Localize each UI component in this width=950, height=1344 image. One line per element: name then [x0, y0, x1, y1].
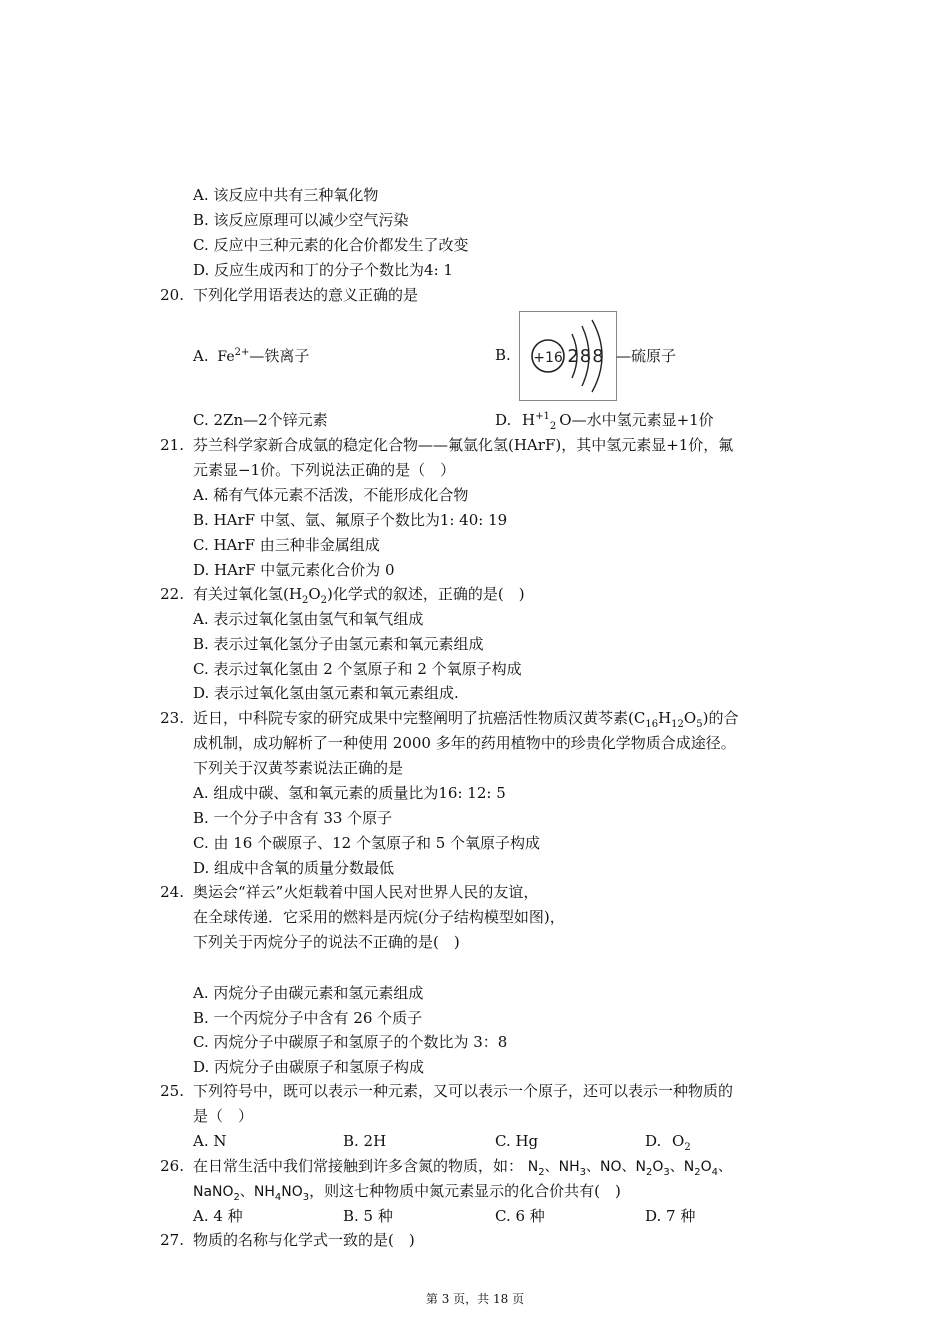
stem-text: 在日常生活中我们常接触到许多含氮的物质，如：	[193, 1157, 524, 1175]
option-label: D.	[495, 411, 512, 429]
stem-text: 有关过氧化氢(H	[193, 585, 302, 603]
stem-text: )的合	[702, 709, 739, 727]
q20-option-d	[495, 410, 714, 430]
q23-option-c: C. 由 16 个碳原子、12 个氢原子和 5 个氧原子构成	[193, 834, 541, 852]
question-stem-cont: 下列关于汉黄芩素说法正确的是	[193, 759, 404, 777]
q25-option-a: A. N	[193, 1132, 227, 1150]
question-stem: 下列化学用语表达的意义正确的是	[193, 286, 419, 304]
question-stem	[193, 1156, 732, 1177]
q26-option-c: C. 6 种	[495, 1207, 545, 1225]
page-footer: 第 3 页，共 18 页	[425, 1292, 525, 1306]
subscript: 2	[320, 595, 327, 606]
q20-option-c: C. 2Zn—2个锌元素	[193, 411, 328, 429]
q26-option-a: A. 4 种	[193, 1207, 243, 1225]
stem-text: H	[658, 709, 672, 727]
nucleus-charge: +16	[533, 350, 563, 366]
q19-option-d: D. 反应生成丙和丁的分子个数比为4: 1	[193, 261, 453, 279]
q25-option-b: B. 2H	[343, 1132, 387, 1150]
q23-option-d: D. 组成中含氧的质量分数最低	[193, 859, 395, 877]
question-number: 21.	[160, 436, 184, 454]
option-label: D.	[645, 1132, 662, 1150]
formula-list: $N_2$、$NH_3$、NO、$N_2O_3$、$N_2O_4$、	[527, 1159, 733, 1178]
question-stem-cont: 成机制，成功解析了一种使用 2000 多年的药用植物中的珍贵化学物质合成途径。	[193, 734, 736, 752]
q24-option-a: A. 丙烷分子由碳元素和氢元素组成	[193, 984, 424, 1002]
q21-option-b: B. HArF 中氢、氩、氟原子个数比为1: 40: 19	[193, 511, 508, 529]
ion-symbol: Fe	[217, 349, 235, 365]
ion-charge: 2+	[234, 347, 250, 358]
question-stem: 芬兰科学家新合成氩的稳定化合物——氟氩化氢(HArF)，其中氢元素显+1价，氟	[193, 436, 734, 454]
subscript: 2	[549, 421, 557, 432]
atom-structure-diagram	[519, 311, 617, 401]
q24-option-b: B. 一个丙烷分子中含有 26 个质子	[193, 1009, 423, 1027]
question-stem	[193, 584, 525, 604]
question-number: 25.	[160, 1082, 184, 1100]
question-stem: 物质的名称与化学式一致的是( )	[193, 1231, 415, 1249]
question-stem: 下列符号中，既可以表示一种元素，又可以表示一个原子，还可以表示一种物质的	[193, 1082, 734, 1100]
q22-option-d: D. 表示过氧化氢由氢元素和氧元素组成.	[193, 684, 459, 702]
q20-option-a	[193, 346, 309, 367]
stem-text: 近日，中科院专家的研究成果中完整阐明了抗癌活性物质汉黄芩素(C	[193, 709, 646, 727]
q20-option-b-label: B.	[495, 346, 511, 364]
question-number: 22.	[160, 585, 184, 603]
q19-option-b: B. 该反应原理可以减少空气污染	[193, 211, 409, 229]
q23-option-a: A. 组成中碳、氢和氧元素的质量比为16: 12: 5	[193, 784, 506, 802]
subscript: 16	[645, 719, 659, 730]
sulfur-atom-diagram	[520, 312, 616, 400]
subscript: 2	[301, 595, 309, 606]
q22-option-c: C. 表示过氧化氢由 2 个氢原子和 2 个氧原子构成	[193, 660, 522, 678]
valence: +1	[535, 411, 550, 422]
question-number: 23.	[160, 709, 184, 727]
question-stem-cont: 是（ ）	[193, 1107, 254, 1125]
formula-list: NaNO$_2$、$NH_4NO_3$	[193, 1184, 310, 1203]
question-stem	[193, 708, 738, 728]
stem-text: O	[308, 585, 321, 603]
element-symbol: H	[522, 411, 536, 429]
q22-option-b: B. 表示过氧化氢分子由氢元素和氧元素组成	[193, 635, 484, 653]
option-text: —铁离子	[249, 347, 310, 365]
electron-shells: 288	[567, 346, 605, 367]
question-stem-cont: 元素显−1价。下列说法正确的是（ ）	[193, 461, 456, 479]
question-stem-cont	[193, 1181, 621, 1202]
question-stem: 奥运会“祥云”火炬载着中国人民对世界人民的友谊，	[193, 883, 539, 901]
question-number: 20.	[160, 286, 184, 304]
q25-option-c: C. Hg	[495, 1132, 539, 1150]
q19-option-a: A. 该反应中共有三种氧化物	[193, 186, 379, 204]
question-number: 26.	[160, 1157, 184, 1175]
subscript: 2	[684, 1142, 691, 1153]
stem-text: ，则这七种物质中氮元素显示的化合价共有( )	[309, 1182, 621, 1200]
q26-option-d: D. 7 种	[645, 1207, 696, 1225]
q25-option-d	[645, 1131, 691, 1151]
subscript: 12	[671, 719, 684, 730]
option-label: A.	[193, 347, 209, 365]
q21-option-c: C. HArF 由三种非金属组成	[193, 536, 380, 554]
stem-text: O	[683, 709, 697, 727]
q21-option-a: A. 稀有气体元素不活泼，不能形成化合物	[193, 486, 469, 504]
q24-option-d: D. 丙烷分子由碳原子和氢原子构成	[193, 1058, 425, 1076]
q24-option-c: C. 丙烷分子中碳原子和氢原子的个数比为 3：8	[193, 1033, 508, 1051]
q19-option-c: C. 反应中三种元素的化合价都发生了改变	[193, 236, 469, 254]
question-stem-cont: 下列关于丙烷分子的说法不正确的是( )	[193, 933, 460, 951]
question-number: 24.	[160, 883, 184, 901]
q23-option-b: B. 一个分子中含有 33 个原子	[193, 809, 393, 827]
question-number: 27.	[160, 1231, 184, 1249]
stem-text: )化学式的叙述，正确的是( )	[327, 585, 525, 603]
q20-option-b-text: —硫原子	[616, 347, 677, 365]
subscript: 5	[696, 719, 703, 730]
q21-option-d: D. HArF 中氩元素化合价为 0	[193, 561, 395, 579]
q22-option-a: A. 表示过氧化氢由氢气和氧气组成	[193, 610, 424, 628]
question-stem-cont: 在全球传递．它采用的燃料是丙烷(分子结构模型如图)，	[193, 908, 565, 926]
option-text: O—水中氢元素显+1价	[559, 411, 714, 429]
element-symbol: O	[672, 1132, 685, 1150]
q26-option-b: B. 5 种	[343, 1207, 393, 1225]
